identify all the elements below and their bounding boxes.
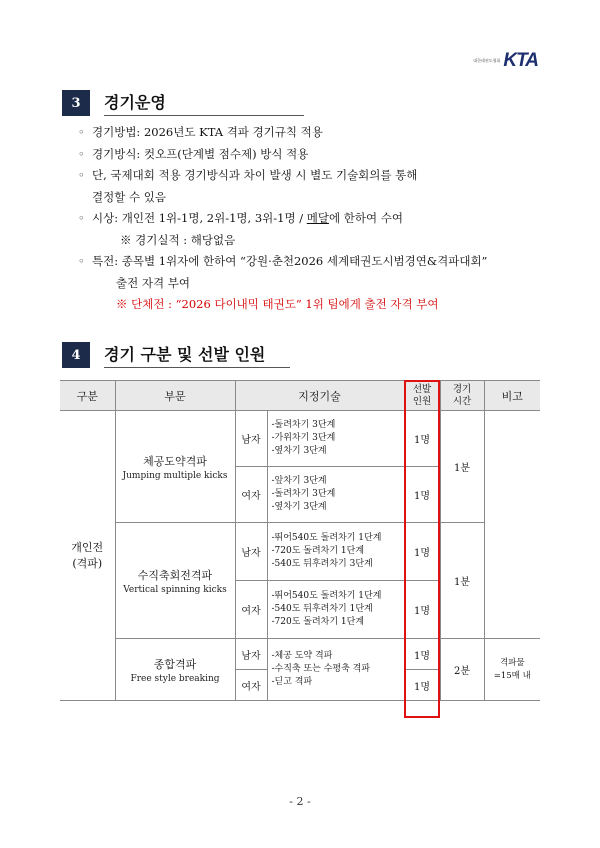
selection-cell: 1명: [404, 411, 440, 467]
section-3-heading: [62, 90, 304, 116]
technique-list: -체공 도약 격파 -수직축 또는 수평축 격파 -딛고 격파: [267, 639, 404, 701]
selection-cell: 1명: [404, 523, 440, 581]
logo-org-name: 대한태권도협회: [473, 58, 501, 63]
selection-cell: 1명: [404, 639, 440, 670]
bullet-note-cont: 결정할 수 있음: [92, 189, 166, 204]
gender-cell: 남자: [235, 411, 267, 467]
gender-cell: 남자: [235, 639, 267, 670]
section-3-title: 경기운영: [104, 90, 304, 116]
section-3-number: 3: [62, 90, 90, 116]
bullet-award: ◦ 시상: 개인전 1위-1명, 2위-1명, 3위-1명 / 메달에 한하여 수여: [78, 208, 558, 230]
table-row: [60, 523, 540, 581]
bullet-mark: ◦: [78, 125, 85, 139]
privilege-team-note: ※ 단체전 : “2026 다이내믹 태권도” 1위 팀에게 출전 자격 부여: [116, 297, 439, 311]
selection-cell: 1명: [404, 467, 440, 523]
event-freestyle: 종합격파 Free style breaking: [115, 639, 235, 701]
table-row: [60, 639, 540, 670]
gender-cell: 여자: [235, 670, 267, 701]
time-cell: 1분: [440, 411, 484, 523]
gender-cell: 여자: [235, 581, 267, 639]
technique-list: -돌려차기 3단계 -가위차기 3단계 -옆차기 3단계: [267, 411, 404, 467]
header-selection: 선발 인원: [404, 381, 440, 411]
medal-underlined: 메달: [306, 211, 329, 225]
kta-logo: [473, 50, 538, 72]
bullet-system: ◦ 경기방식: 컷오프(단계별 점수제) 방식 적용: [78, 144, 558, 166]
remarks-cell: 격파물 =15매 내: [484, 639, 540, 701]
selection-cell: 1명: [404, 670, 440, 701]
bullet-mark: ◦: [78, 146, 85, 161]
bullet-method: ◦ 경기방법: 2026년도 KTA 격파 경기규칙 적용: [78, 122, 558, 144]
header-time: 경기 시간: [440, 381, 484, 411]
table-row: [60, 411, 540, 467]
section-4-title: 경기 구분 및 선발 인원: [104, 342, 290, 368]
remarks-cell: [484, 411, 540, 639]
privilege-cont: 출전 자격 부여: [116, 275, 190, 290]
bullet-privilege: ◦ 특전: 종목별 1위자에 한하여 “강원·춘천2026 세계태권도시범경연&격파대회”: [78, 251, 558, 273]
header-category: 구분: [60, 381, 115, 411]
category-cell: 개인전 (격파): [60, 411, 115, 701]
selection-cell: 1명: [404, 581, 440, 639]
logo-mark: KTA: [503, 50, 538, 71]
header-remarks: 비고: [484, 381, 540, 411]
bullet-note: ◦ 단, 국제대회 적용 경기방식과 차이 발생 시 별도 기술회의를 통해: [78, 165, 558, 187]
award-subnote: ※ 경기실적 : 해당없음: [120, 232, 236, 247]
selection-table: [60, 380, 540, 701]
bullet-mark: ◦: [78, 211, 85, 225]
technique-list: -앞차기 3단계 -돌려차기 3단계 -옆차기 3단계: [267, 467, 404, 523]
event-jumping: 체공도약격파 Jumping multiple kicks: [115, 411, 235, 523]
gender-cell: 남자: [235, 523, 267, 581]
section-4-heading: [62, 342, 290, 368]
bullet-mark: ◦: [78, 168, 85, 182]
section-3-bullets: [78, 122, 558, 316]
gender-cell: 여자: [235, 467, 267, 523]
technique-list: -뛰어540도 돌려차기 1단계 -720도 돌려차기 1단계 -540도 뒤후려차기 3단계: [267, 523, 404, 581]
header-event: 부문: [115, 381, 235, 411]
bullet-mark: ◦: [78, 254, 85, 268]
technique-list: -뛰어540도 돌려차기 1단계 -540도 뒤후려차기 1단계 -720도 돌려차기 1단계: [267, 581, 404, 639]
time-cell: 1분: [440, 523, 484, 639]
header-technique: 지정기술: [235, 381, 404, 411]
section-4-number: 4: [62, 342, 90, 368]
event-vertical: 수직축회전격파 Vertical spinning kicks: [115, 523, 235, 639]
page-number: - 2 -: [289, 795, 311, 808]
time-cell: 2분: [440, 639, 484, 701]
